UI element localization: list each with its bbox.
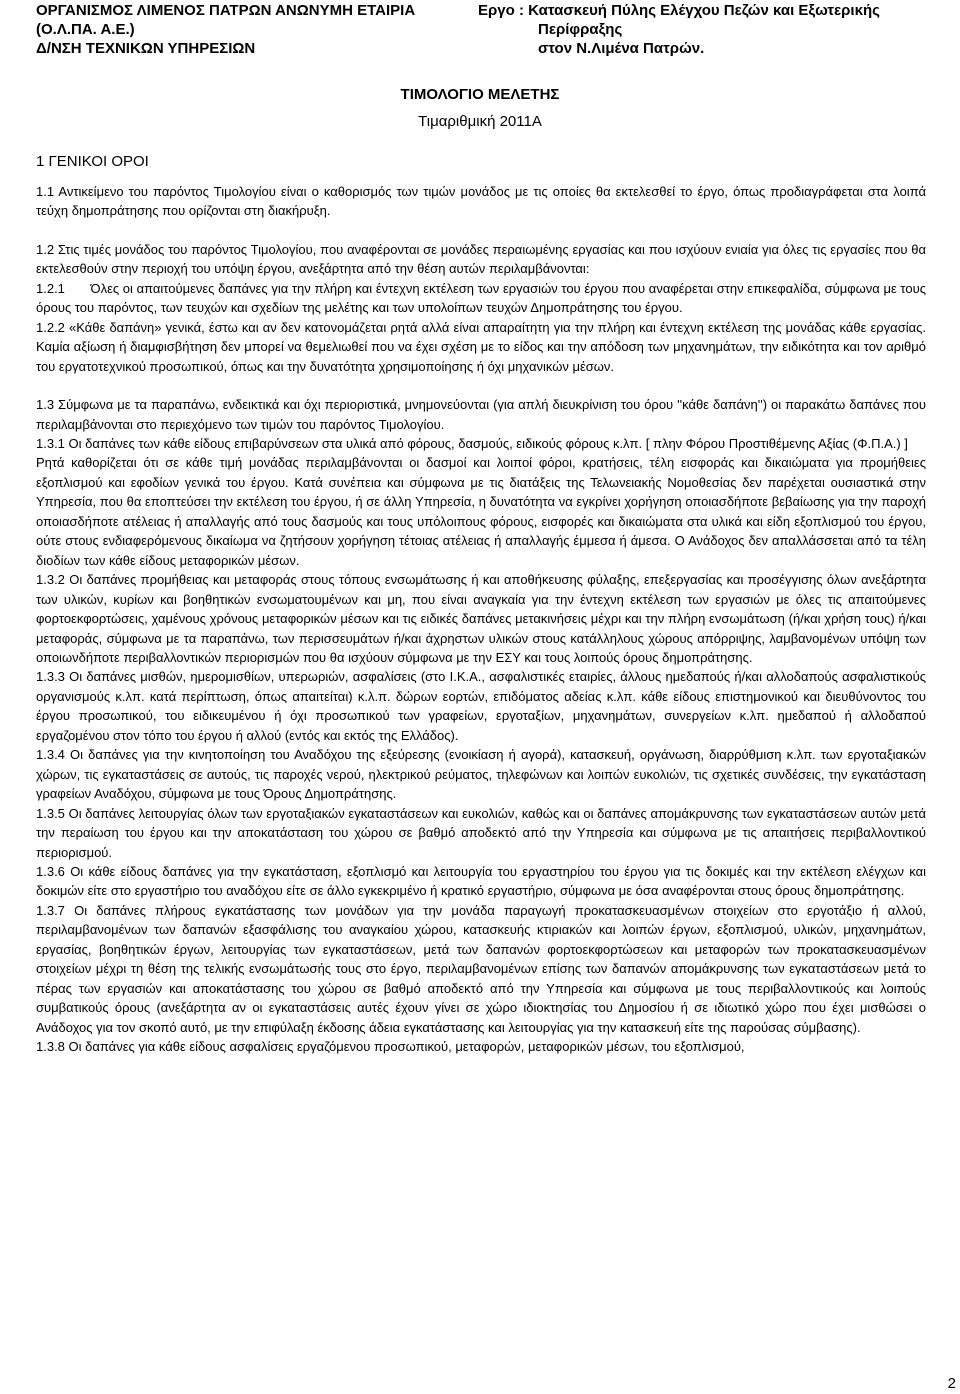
paragraph-1-3-1-detail: Ρητά καθορίζεται ότι σε κάθε τιμή μονάδας περιλαμβάνονται οι δασμοί και λοιποί φόροι, κρατήσεις, τέλη εισφοράς και δικαιώματα για προμήθειες εξοπλισμού και εφοδίων γενικά του έργου. Κατά συνέπεια και σύμφωνα με τις διατάξεις της Τελωνειακής Νομοθεσίας δεν παρέχεται ουσιαστικά στην Υπηρεσία, που θα εποπτεύσει την εκτέλεση του έργου, ή σε άλλη Υπηρεσία, η δυνατότητα να εγκρίνει χορήγηση οποιασδήποτε βεβαίωσης για την παροχή οποιασδήποτε ατέλειας ή απαλλαγής από τους δασμούς και τους υπόλοιπους φόρους, εισφορές και δικαιώματα στα υλικά και είδη εξοπλισμού του έργου, ούτε στους ενδιαφερόμενους δικαίωμα να ζητήσουν χορήγηση τέτοιας ατέλειας ή απαλλαγής έμμεσα ή άμεσα. Ο Ανάδοχος δεν απαλλάσσεται από τα τέλη διοδίων των κάθε είδους μεταφορικών μέσων. xyxy=(36,455,926,568)
organization-name: ΟΡΓΑΝΙΣΜΟΣ ΛΙΜΕΝΟΣ ΠΑΤΡΩΝ ΑΝΩΝΥΜΗ ΕΤΑΙΡΙΑ xyxy=(36,2,416,19)
project-title-line-2: Περίφραξης xyxy=(538,21,623,38)
paragraph-1-3-5: 1.3.5 Οι δαπάνες λειτουργίας όλων των εργοταξιακών εγκαταστάσεων και ευκολιών, καθώς και οι δαπάνες απομάκρυνσης των εγκαταστάσεων αυτών μετά την περαίωση του έργου και την αποκατάσταση του χώρου σε βαθμό αποδεκτό από την Υπηρεσία και σύμφωνα με τις απαιτήσεις περιβαλλοντικού περιορισμού. xyxy=(36,805,926,860)
paragraph-1-3-7: 1.3.7 Οι δαπάνες πλήρους εγκατάστασης των μονάδων για την μονάδα παραγωγή προκατασκευασμένων στοιχείων στο εργοτάξιο ή αλλού, περιλαμβανομένων των δαπανών εξασφάλισης του αναγκαίου χώρου, κατασκευής κτιριακών και λοιπών έργων, εξοπλισμού, υλικών, μηχανημάτων, εργασίας, βοηθητικών έργων, λειτουργίας των εγκαταστάσεων, μετά των δαπανών φορτοεκφορτώσεων και μεταφορών των προκατασκευασμένων στοιχείων μέχρι τη θέση της τελικής ενσωμάτωσής τους στο έργο, περιλαμβανομένων επίσης των δαπανών απομάκρυνσης των εγκαταστάσεων μετά το πέρας των εργασιών και αποκατάστασης του χώρου σε βαθμό αποδεκτό από την Υπηρεσία και σύμφωνα με τους περιβαλλοντικούς και λοιπούς συμβατικούς όρους (ανεξάρτητα αν οι εγκαταστάσεις αυτές έχουν γίνει σε χώρο ιδιοκτησίας του Δημοσίου ή σε ιδιωτικό χώρο που έχει μισθώσει ο Ανάδοχος για τον σκοπό αυτό, με την επιφύλαξη έκδοσης άδεια εγκατάστασης και λειτουργίας για την κατασκευή είτε της παρούσας σύμβασης). xyxy=(36,902,926,1035)
paragraph-1-3-1: 1.3.1 Οι δαπάνες των κάθε είδους επιβαρύνσεων στα υλικά από φόρους, δασμούς, ειδικούς φόρους κ.λπ. [ πλην Φόρου Προστιθέμενης Αξίας (Φ.Π.Α.) ] xyxy=(36,435,908,451)
document-body xyxy=(36,182,930,1056)
organization-abbreviation: (Ο.Λ.ΠΑ. Α.Ε.) xyxy=(36,21,135,38)
paragraph-1-2-2: 1.2.2 «Κάθε δαπάνη» γενικά, έστω και αν δεν κατονομάζεται ρητά αλλά είναι απαραίτητη για την πλήρη και έντεχνη εκτέλεση της μονάδας κάθε εργασίας. Καμία αξίωση ή διαμφισβήτηση δεν μπορεί να θεμελιωθεί που να έχει σχέση με το είδος και την απόδοση των μηχανημάτων, την ειδικότητα και τον αριθμό του εργατοτεχνικού προσωπικού, όπως και την δυνατότητα χρησιμοποίησης ή όχι μηχανικών μέσων. xyxy=(36,319,926,374)
paragraph-1-1: 1.1 Αντικείμενο του παρόντος Τιμολογίου είναι ο καθορισμός των τιμών μονάδος με τις οποίες θα εκτελεσθεί το έργο, όπως προδιαγράφεται στα λοιπά τεύχη δημοπράτησης που ορίζονται στη διακήρυξη. xyxy=(36,184,926,219)
department-name: Δ/ΝΣΗ ΤΕΧΝΙΚΩΝ ΥΠΗΡΕΣΙΩΝ xyxy=(36,40,256,57)
page-number: 2 xyxy=(947,1375,956,1392)
paragraph-1-3-6: 1.3.6 Οι κάθε είδους δαπάνες για την εγκατάσταση, εξοπλισμό και λειτουργία του εργαστηρίου του έργου για τις δοκιμές και την εκτέλεση ελέγχων και δοκιμών είτε στο εργαστήριο του αναδόχου είτε σε άλλο εγκεκριμένο ή κρατικό εργαστήριο, σύμφωνα με όσα αναφέρονται στους όρους δημοπράτησης. xyxy=(36,863,926,899)
project-title-line-1: Εργο : Κατασκευή Πύλης Ελέγχου Πεζών και Εξωτερικής xyxy=(478,2,880,19)
paragraph-1-3-3: 1.3.3 Οι δαπάνες μισθών, ημερομισθίων, υπερωριών, ασφαλίσεις (στο Ι.Κ.Α., ασφαλιστικές εταιρίες, άλλους ημεδαπούς ή/και αλλοδαπούς ασφαλιστικούς οργανισμούς κ.λπ. κατά περίπτωση, όπως απαιτείται) κ.λ.π. δώρων εορτών, επιδόματος αδείας κ.λπ. κάθε είδους επιστημονικού και διευθύνοντος του έργου προσωπικού, του ειδικευμένου ή όχι προσωπικού των γραφείων, εργοταξίων, μηχανημάτων, συνεργείων κ.λπ. ημεδαπού ή αλλοδαπού εργαζομένου στον τόπο του έργου ή αλλού (εντός και εκτός της Ελλάδος). xyxy=(36,669,926,743)
paragraph-1-3: 1.3 Σύμφωνα με τα παραπάνω, ενδεικτικά και όχι περιοριστικά, μνημονεύονται (για απλή διευκρίνιση του όρου ''κάθε δαπάνη'') οι παρακάτω δαπάνες που περιλαμβάνονται στο περιεχόμενο των τιμών του παρόντος Τιμολογίου. xyxy=(36,397,926,432)
document-subtitle: Τιμαριθμική 2011Α xyxy=(418,113,542,130)
organization-header xyxy=(36,1,446,58)
paragraph-1-3-4: 1.3.4 Οι δαπάνες για την κινητοποίηση του Αναδόχου της εξεύρεσης (ενοικίαση ή αγορά), κατασκευή, οργάνωση, διαρρύθμιση κ.λπ. των εργοταξιακών χώρων, τις εγκαταστάσεις σε αυτούς, τις παροχές νερού, ηλεκτρικού ρεύματος, τηλεφώνων και λοιπών ευκολιών, τις σχετικές συνδέσεις, την εγκατάσταση γραφείων Αναδόχου, σύμφωνα με τους Όρους Δημοπράτησης. xyxy=(36,747,926,802)
section-heading: 1 ΓΕΝΙΚΟΙ ΟΡΟΙ xyxy=(36,153,149,170)
paragraph-1-2-1: 1.2.1 Όλες οι απαιτούμενες δαπάνες για την πλήρη και έντεχνη εκτέλεση των εργασιών του έργου που αναφέρεται στην επικεφαλίδα, σύμφωνα με τους όρους του παρόντος, των τευχών και σχεδίων της μελέτης και των υπολοίπων τευχών Δημοπράτησης του έργου. xyxy=(36,280,930,316)
document-title: ΤΙΜΟΛΟΓΙΟ ΜΕΛΕΤΗΣ xyxy=(400,86,560,103)
project-header xyxy=(478,1,948,58)
paragraph-1-3-8: 1.3.8 Οι δαπάνες για κάθε είδους ασφαλίσεις εργαζόμενου προσωπικού, μεταφορών, μεταφορικών μέσων, του εξοπλισμού, xyxy=(36,1039,745,1055)
paragraph-1-3-2: 1.3.2 Οι δαπάνες προμήθειας και μεταφοράς στους τόπους ενσωμάτωσης ή και αποθήκευσης φύλαξης, επεξεργασίας και προσέγγισης όλων ανεξάρτητα των υλικών, κυρίων και βοηθητικών ενσωματουμένων και μη, που είναι αναγκαία για την έντεχνη εκτέλεση των εργασιών με όλες τις απαιτούμενες φορτοεκφορτώσεις, χαμένους χρόνους μεταφορικών μέσων και τις ειδικές δαπάνες μετακινήσεις μέχρι και την πλήρη ενσωμάτωση (ή/και χρήση τους) ή/και μεταφοράς, σύμφωνα με τα παραπάνω, των περισσευμάτων ή/και άχρηστων υλικών στους κατάλληλους χώρους απόρριψης, λαμβανομένων υπόψη των οποιωνδήποτε περιβαλλοντικών περιορισμών που θα ισχύουν σύμφωνα με την ΕΣΥ και τους λοιπούς όρους δημοπράτησης. xyxy=(36,572,926,665)
project-title-line-3: στον Ν.Λιμένα Πατρών. xyxy=(538,40,705,57)
paragraph-1-2: 1.2 Στις τιμές μονάδος του παρόντος Τιμολογίου, που αναφέρονται σε μονάδες περαιωμένης εργασίας και που ισχύουν ενιαία για όλες τις εργασίες που θα εκτελεσθούν στην περιοχή του υπόψη έργου, ανεξάρτητα από την θέση αυτών περιλαμβάνονται: xyxy=(36,241,926,277)
